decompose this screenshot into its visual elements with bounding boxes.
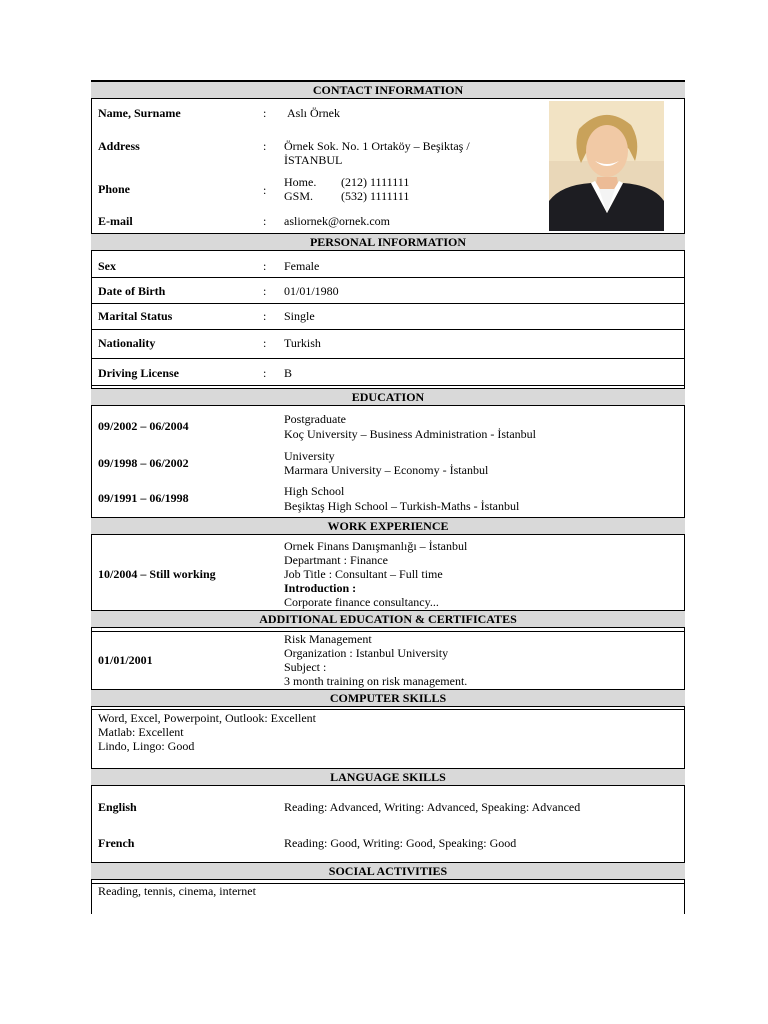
language-name-2: French <box>98 836 135 850</box>
additional-date: 01/01/2001 <box>98 653 153 667</box>
social-text: Reading, tennis, cinema, internet <box>98 884 256 898</box>
education-heading: EDUCATION <box>91 388 685 406</box>
work-job-title: Job Title : Consultant – Full time <box>284 567 443 581</box>
work-department: Departmant : Finance <box>284 553 388 567</box>
additional-subject: Subject : <box>284 660 327 674</box>
additional-heading: ADDITIONAL EDUCATION & CERTIFICATES <box>91 610 685 628</box>
language-levels-1: Reading: Advanced, Writing: Advanced, Speaking: Advanced <box>284 800 581 814</box>
name-value: Aslı Örnek <box>287 106 340 120</box>
marital-status-label: Marital Status <box>98 309 173 323</box>
sex-value: Female <box>284 259 320 273</box>
address-label: Address <box>98 139 140 153</box>
dob-value: 01/01/1980 <box>284 284 339 298</box>
driving-license-separator: : <box>263 366 267 380</box>
work-intro-text: Corporate finance consultancy... <box>284 595 439 609</box>
computer-skill-3: Lindo, Lingo: Good <box>98 739 195 753</box>
name-separator: : <box>263 106 267 120</box>
marital-status-value: Single <box>284 309 315 323</box>
sex-separator: : <box>263 259 267 273</box>
nationality-separator: : <box>263 336 267 350</box>
computer-skill-1: Word, Excel, Powerpoint, Outlook: Excellent <box>98 711 316 725</box>
additional-organization: Organization : Istanbul University <box>284 646 449 660</box>
education-school-2: Marmara University – Economy - İstanbul <box>284 463 489 477</box>
dob-separator: : <box>263 284 267 298</box>
nationality-value: Turkish <box>284 336 321 350</box>
work-company: Ornek Finans Danışmanlığı – İstanbul <box>284 539 468 553</box>
email-label: E-mail <box>98 214 133 228</box>
work-intro-label: Introduction : <box>284 581 357 595</box>
personal-heading: PERSONAL INFORMATION <box>91 233 685 251</box>
frame-left-border <box>91 80 92 914</box>
language-levels-2: Reading: Good, Writing: Good, Speaking: Good <box>284 836 517 850</box>
social-heading: SOCIAL ACTIVITIES <box>91 862 685 880</box>
sex-label: Sex <box>98 259 116 273</box>
marital-status-separator: : <box>263 309 267 323</box>
row-divider <box>91 277 685 278</box>
phone-label: Phone <box>98 182 131 196</box>
work-heading: WORK EXPERIENCE <box>91 517 685 535</box>
address-separator: : <box>263 139 267 153</box>
name-label: Name, Surname <box>98 106 181 120</box>
address-line-2: İSTANBUL <box>284 153 343 167</box>
gsm-label: GSM. <box>284 189 314 203</box>
cv-document <box>91 80 685 914</box>
education-dates-3: 09/1991 – 06/1998 <box>98 491 189 505</box>
row-divider <box>91 329 685 330</box>
work-dates: 10/2004 – Still working <box>98 567 216 581</box>
contact-heading: CONTACT INFORMATION <box>91 81 685 99</box>
row-divider <box>91 385 685 386</box>
nationality-label: Nationality <box>98 336 156 350</box>
gsm-number: (532) 1111111 <box>341 189 410 203</box>
education-dates-2: 09/1998 – 06/2002 <box>98 456 189 470</box>
phone-separator: : <box>263 183 267 197</box>
row-divider <box>91 631 685 632</box>
driving-license-label: Driving License <box>98 366 179 380</box>
education-school-3: Beşiktaş High School – Turkish-Maths - İstanbul <box>284 499 520 513</box>
row-divider <box>91 303 685 304</box>
computer-heading: COMPUTER SKILLS <box>91 689 685 707</box>
education-dates-1: 09/2002 – 06/2004 <box>98 419 189 433</box>
education-school-1: Koç University – Business Administration - İstanbul <box>284 427 536 441</box>
additional-course: Risk Management <box>284 632 372 646</box>
computer-skill-2: Matlab: Excellent <box>98 725 184 739</box>
education-level-2: University <box>284 449 335 463</box>
additional-description: 3 month training on risk management. <box>284 674 468 688</box>
profile-photo <box>549 101 664 231</box>
address-line-1: Örnek Sok. No. 1 Ortaköy – Beşiktaş / <box>284 139 470 153</box>
education-level-1: Postgraduate <box>284 412 346 426</box>
language-name-1: English <box>98 800 137 814</box>
language-heading: LANGUAGE SKILLS <box>91 768 685 786</box>
row-divider <box>91 358 685 359</box>
home-phone-label: Home. <box>284 175 317 189</box>
email-value[interactable]: asliornek@ornek.com <box>284 214 391 228</box>
education-level-3: High School <box>284 484 345 498</box>
dob-label: Date of Birth <box>98 284 166 298</box>
row-divider <box>91 709 685 710</box>
frame-right-border <box>684 80 685 914</box>
driving-license-value: B <box>284 366 293 380</box>
home-phone-number: (212) 1111111 <box>341 175 410 189</box>
email-separator: : <box>263 214 267 228</box>
